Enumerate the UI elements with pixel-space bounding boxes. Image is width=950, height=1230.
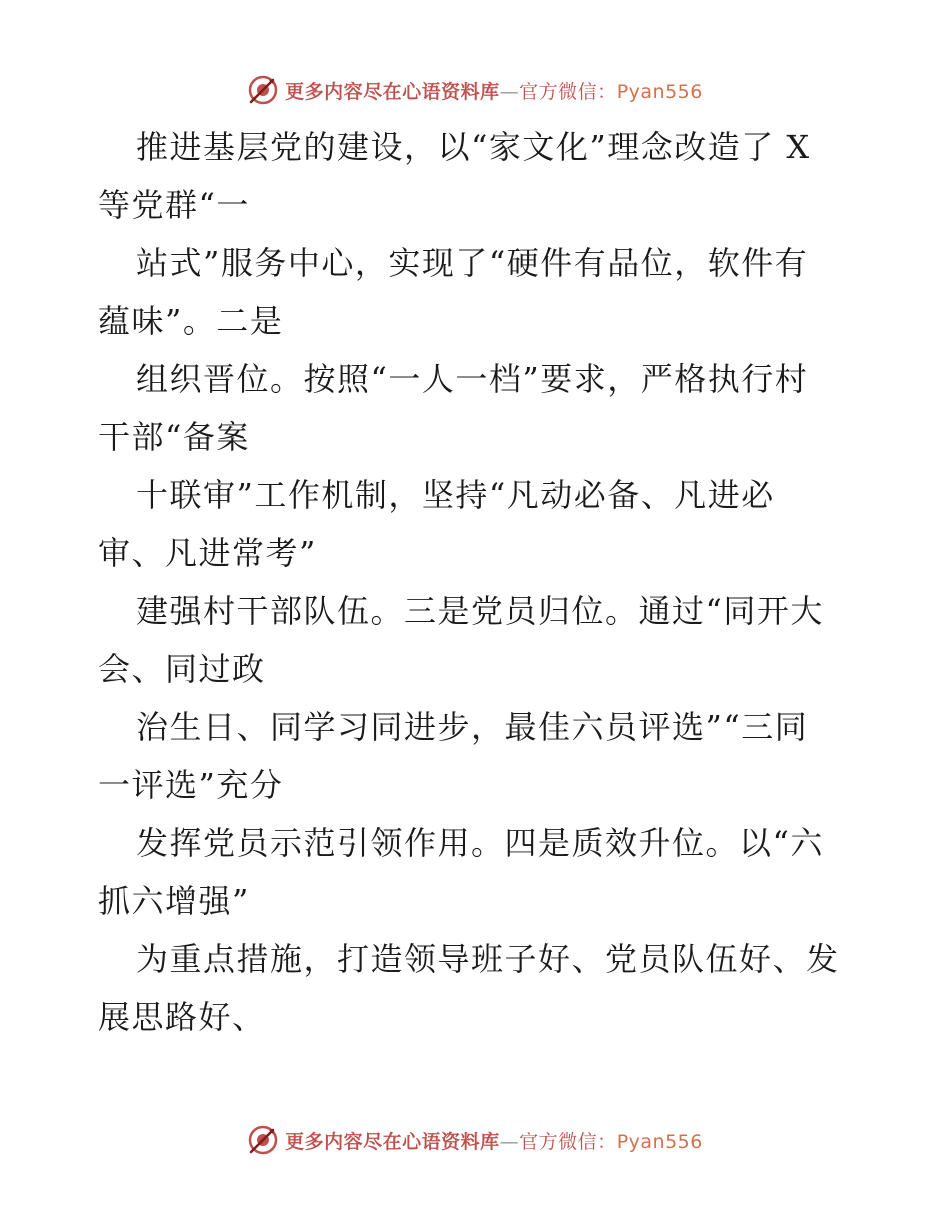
banner-separator: — (499, 80, 520, 103)
text-line: 十联审”工作机制，坚持“凡动必备、凡进必 (136, 476, 775, 514)
text-line: 建强村干部队伍。三是党员归位。通过“同开大 (136, 592, 824, 630)
banner-wechat-label: 官方微信： (519, 1130, 617, 1153)
text-line: 审、凡进常考” (98, 534, 317, 572)
banner-text (285, 77, 703, 104)
text-line: 组织晋位。按照“一人一档”要求，严格执行村 (136, 360, 809, 398)
text-line: 展思路好、 (98, 998, 266, 1036)
header-banner (0, 70, 950, 110)
banner-wechat-id: Pyan556 (616, 1130, 703, 1153)
text-line: 治生日、同学习同进步，最佳六员评选”“三同 (136, 708, 809, 746)
logo-icon (247, 74, 279, 106)
text-line: 推进基层党的建设，以“家文化”理念改造了 X (136, 128, 811, 166)
banner-wechat-label: 官方微信： (519, 80, 617, 103)
text-line: 一评选”充分 (98, 766, 284, 804)
text-line: 发挥党员示范引领作用。四是质效升位。以“六 (136, 824, 824, 862)
text-line: 站式”服务中心，实现了“硬件有品位，软件有 (136, 244, 809, 282)
document-body (98, 118, 858, 1046)
text-line: 蕴味”。二是 (98, 302, 284, 340)
text-line: 会、同过政 (98, 650, 266, 688)
text-line: 为重点措施，打造领导班子好、党员队伍好、发 (136, 940, 840, 978)
text-line: 干部“备案 (98, 418, 250, 456)
banner-separator: — (499, 1130, 520, 1153)
text-line: 抓六增强” (98, 882, 250, 920)
banner-title: 更多内容尽在心语资料库 (285, 1130, 500, 1153)
logo-icon (247, 1124, 279, 1156)
text-line: 等党群“一 (98, 186, 250, 224)
banner-wechat-id: Pyan556 (616, 80, 703, 103)
banner-text (285, 1127, 703, 1154)
banner-title: 更多内容尽在心语资料库 (285, 80, 500, 103)
footer-banner (0, 1120, 950, 1160)
